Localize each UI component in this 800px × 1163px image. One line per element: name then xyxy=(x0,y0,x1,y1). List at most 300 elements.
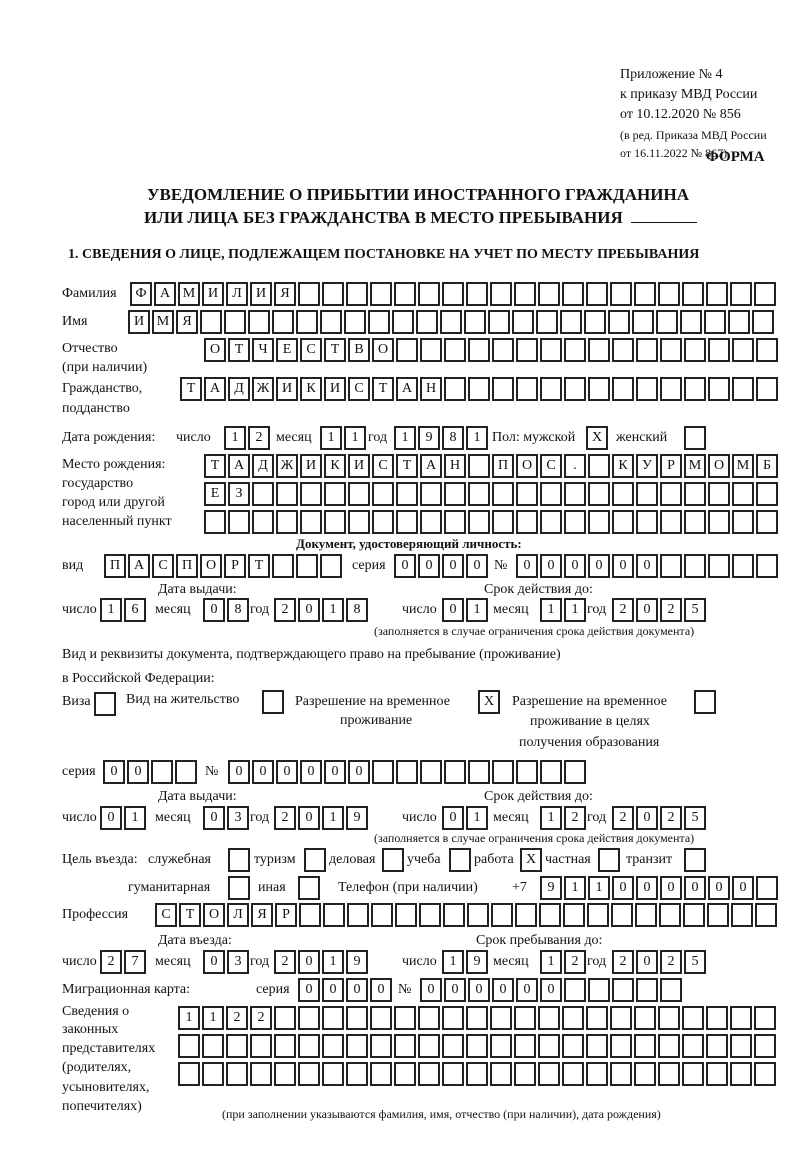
char-cell[interactable] xyxy=(659,903,681,927)
char-cell[interactable] xyxy=(708,377,730,401)
char-cell[interactable] xyxy=(562,1062,584,1086)
char-cell[interactable] xyxy=(276,482,298,506)
char-cell[interactable] xyxy=(202,1034,224,1058)
char-cell[interactable]: 0 xyxy=(466,554,488,578)
char-cell[interactable] xyxy=(178,1062,200,1086)
purpose-other-checkbox[interactable] xyxy=(298,876,322,900)
char-cell[interactable]: Я xyxy=(274,282,296,306)
char-cell[interactable]: 0 xyxy=(564,554,586,578)
char-cell[interactable]: 8 xyxy=(346,598,368,622)
char-cell[interactable]: 8 xyxy=(442,426,464,450)
char-cell[interactable] xyxy=(274,1006,296,1030)
char-cell[interactable]: 0 xyxy=(228,760,250,784)
char-cell[interactable]: 0 xyxy=(298,978,320,1002)
char-cell[interactable] xyxy=(346,1034,368,1058)
char-cell[interactable] xyxy=(538,1034,560,1058)
char-cell[interactable] xyxy=(516,760,538,784)
char-cell[interactable] xyxy=(324,482,346,506)
citizenship-field[interactable] xyxy=(180,377,780,401)
char-cell[interactable] xyxy=(516,338,538,362)
char-cell[interactable] xyxy=(320,310,342,334)
char-cell[interactable]: 0 xyxy=(442,598,464,622)
char-cell[interactable]: 2 xyxy=(612,598,634,622)
phone-field[interactable] xyxy=(540,876,780,900)
id-valid-day[interactable] xyxy=(442,598,490,622)
char-cell[interactable]: Р xyxy=(275,903,297,927)
char-cell[interactable] xyxy=(348,482,370,506)
char-cell[interactable]: 0 xyxy=(516,978,538,1002)
char-cell[interactable] xyxy=(200,310,222,334)
char-cell[interactable] xyxy=(704,310,726,334)
char-cell[interactable] xyxy=(418,1034,440,1058)
char-cell[interactable]: 0 xyxy=(298,598,320,622)
char-cell[interactable]: 1 xyxy=(322,598,344,622)
char-cell[interactable] xyxy=(296,310,318,334)
stay-valid-day[interactable] xyxy=(442,806,490,830)
char-cell[interactable]: 0 xyxy=(103,760,125,784)
char-cell[interactable] xyxy=(612,978,634,1002)
char-cell[interactable] xyxy=(226,1034,248,1058)
char-cell[interactable]: 0 xyxy=(394,554,416,578)
char-cell[interactable] xyxy=(658,282,680,306)
char-cell[interactable]: 0 xyxy=(276,760,298,784)
char-cell[interactable] xyxy=(660,510,682,534)
char-cell[interactable]: 2 xyxy=(612,950,634,974)
char-cell[interactable] xyxy=(442,1034,464,1058)
char-cell[interactable] xyxy=(226,1062,248,1086)
char-cell[interactable] xyxy=(492,338,514,362)
char-cell[interactable]: И xyxy=(276,377,298,401)
char-cell[interactable]: 2 xyxy=(100,950,122,974)
char-cell[interactable]: З xyxy=(228,482,250,506)
char-cell[interactable]: 7 xyxy=(124,950,146,974)
char-cell[interactable]: Е xyxy=(276,338,298,362)
char-cell[interactable] xyxy=(418,1006,440,1030)
char-cell[interactable] xyxy=(755,903,777,927)
char-cell[interactable]: 0 xyxy=(442,806,464,830)
representatives-row-1[interactable] xyxy=(178,1006,778,1030)
char-cell[interactable] xyxy=(562,1034,584,1058)
char-cell[interactable] xyxy=(610,1062,632,1086)
char-cell[interactable] xyxy=(634,1034,656,1058)
char-cell[interactable] xyxy=(416,310,438,334)
char-cell[interactable] xyxy=(178,1034,200,1058)
char-cell[interactable]: Ф xyxy=(130,282,152,306)
char-cell[interactable] xyxy=(490,1062,512,1086)
char-cell[interactable] xyxy=(322,1006,344,1030)
char-cell[interactable]: 9 xyxy=(466,950,488,974)
char-cell[interactable] xyxy=(396,482,418,506)
char-cell[interactable]: С xyxy=(155,903,177,927)
char-cell[interactable] xyxy=(370,1062,392,1086)
char-cell[interactable]: К xyxy=(300,377,322,401)
char-cell[interactable] xyxy=(372,760,394,784)
char-cell[interactable] xyxy=(468,760,490,784)
char-cell[interactable] xyxy=(368,310,390,334)
char-cell[interactable] xyxy=(752,310,774,334)
char-cell[interactable] xyxy=(274,1034,296,1058)
char-cell[interactable]: 1 xyxy=(540,806,562,830)
id-issue-month[interactable] xyxy=(203,598,251,622)
char-cell[interactable] xyxy=(684,377,706,401)
char-cell[interactable]: 1 xyxy=(442,950,464,974)
char-cell[interactable] xyxy=(588,482,610,506)
char-cell[interactable] xyxy=(514,1006,536,1030)
char-cell[interactable]: Л xyxy=(226,282,248,306)
char-cell[interactable] xyxy=(394,1006,416,1030)
char-cell[interactable]: 0 xyxy=(442,554,464,578)
char-cell[interactable]: 1 xyxy=(564,876,586,900)
char-cell[interactable] xyxy=(419,903,441,927)
char-cell[interactable] xyxy=(372,510,394,534)
char-cell[interactable] xyxy=(706,282,728,306)
char-cell[interactable] xyxy=(370,282,392,306)
stay-day[interactable] xyxy=(442,950,490,974)
stay-issue-year[interactable] xyxy=(274,806,370,830)
char-cell[interactable] xyxy=(610,1034,632,1058)
char-cell[interactable]: 0 xyxy=(588,554,610,578)
char-cell[interactable] xyxy=(611,903,633,927)
char-cell[interactable]: X xyxy=(586,426,608,450)
char-cell[interactable]: 2 xyxy=(564,950,586,974)
char-cell[interactable] xyxy=(515,903,537,927)
char-cell[interactable] xyxy=(684,482,706,506)
char-cell[interactable] xyxy=(395,903,417,927)
char-cell[interactable]: 0 xyxy=(540,978,562,1002)
char-cell[interactable]: 0 xyxy=(322,978,344,1002)
char-cell[interactable]: 2 xyxy=(660,806,682,830)
char-cell[interactable]: С xyxy=(372,454,394,478)
char-cell[interactable] xyxy=(224,310,246,334)
char-cell[interactable] xyxy=(635,903,657,927)
char-cell[interactable] xyxy=(396,338,418,362)
char-cell[interactable] xyxy=(516,482,538,506)
char-cell[interactable] xyxy=(756,377,778,401)
char-cell[interactable] xyxy=(468,510,490,534)
char-cell[interactable]: X xyxy=(520,848,542,872)
char-cell[interactable]: 0 xyxy=(346,978,368,1002)
residence-checkbox[interactable] xyxy=(262,690,286,714)
char-cell[interactable]: А xyxy=(396,377,418,401)
char-cell[interactable]: . xyxy=(564,454,586,478)
char-cell[interactable] xyxy=(442,1062,464,1086)
char-cell[interactable] xyxy=(320,554,342,578)
char-cell[interactable]: 1 xyxy=(466,426,488,450)
char-cell[interactable]: Р xyxy=(224,554,246,578)
char-cell[interactable] xyxy=(392,310,414,334)
char-cell[interactable] xyxy=(540,510,562,534)
char-cell[interactable] xyxy=(298,1062,320,1086)
char-cell[interactable]: 1 xyxy=(322,950,344,974)
char-cell[interactable] xyxy=(658,1006,680,1030)
char-cell[interactable]: Е xyxy=(204,482,226,506)
purpose-transit-checkbox[interactable] xyxy=(684,848,708,872)
char-cell[interactable]: 1 xyxy=(394,426,416,450)
char-cell[interactable] xyxy=(682,1062,704,1086)
char-cell[interactable]: Ч xyxy=(252,338,274,362)
char-cell[interactable] xyxy=(562,282,584,306)
char-cell[interactable] xyxy=(538,282,560,306)
char-cell[interactable] xyxy=(442,282,464,306)
char-cell[interactable]: 6 xyxy=(124,598,146,622)
char-cell[interactable]: 0 xyxy=(324,760,346,784)
char-cell[interactable]: 0 xyxy=(298,950,320,974)
char-cell[interactable] xyxy=(444,510,466,534)
char-cell[interactable] xyxy=(394,1062,416,1086)
char-cell[interactable] xyxy=(682,1006,704,1030)
char-cell[interactable] xyxy=(228,510,250,534)
char-cell[interactable]: Т xyxy=(228,338,250,362)
char-cell[interactable] xyxy=(370,1006,392,1030)
char-cell[interactable] xyxy=(584,310,606,334)
char-cell[interactable]: И xyxy=(128,310,150,334)
migration-number-field[interactable] xyxy=(420,978,684,1002)
char-cell[interactable] xyxy=(514,1062,536,1086)
char-cell[interactable] xyxy=(586,1062,608,1086)
char-cell[interactable] xyxy=(466,1006,488,1030)
char-cell[interactable]: А xyxy=(154,282,176,306)
char-cell[interactable]: А xyxy=(204,377,226,401)
stay-issue-day[interactable] xyxy=(100,806,148,830)
char-cell[interactable] xyxy=(540,338,562,362)
char-cell[interactable] xyxy=(418,1062,440,1086)
char-cell[interactable]: Н xyxy=(444,454,466,478)
char-cell[interactable] xyxy=(732,377,754,401)
char-cell[interactable]: 2 xyxy=(248,426,270,450)
char-cell[interactable]: В xyxy=(348,338,370,362)
char-cell[interactable] xyxy=(588,338,610,362)
char-cell[interactable] xyxy=(276,510,298,534)
char-cell[interactable] xyxy=(420,510,442,534)
char-cell[interactable] xyxy=(684,510,706,534)
char-cell[interactable]: 1 xyxy=(466,806,488,830)
char-cell[interactable]: М xyxy=(732,454,754,478)
char-cell[interactable] xyxy=(370,1034,392,1058)
char-cell[interactable]: 1 xyxy=(124,806,146,830)
char-cell[interactable]: 0 xyxy=(636,554,658,578)
char-cell[interactable] xyxy=(694,690,716,714)
char-cell[interactable]: 1 xyxy=(100,598,122,622)
char-cell[interactable] xyxy=(728,310,750,334)
char-cell[interactable] xyxy=(372,482,394,506)
char-cell[interactable]: И xyxy=(250,282,272,306)
char-cell[interactable] xyxy=(444,338,466,362)
char-cell[interactable]: Т xyxy=(180,377,202,401)
char-cell[interactable]: 0 xyxy=(684,876,706,900)
char-cell[interactable] xyxy=(420,482,442,506)
char-cell[interactable] xyxy=(634,1006,656,1030)
char-cell[interactable] xyxy=(587,903,609,927)
char-cell[interactable] xyxy=(323,903,345,927)
char-cell[interactable]: 0 xyxy=(612,554,634,578)
char-cell[interactable] xyxy=(636,482,658,506)
char-cell[interactable] xyxy=(202,1062,224,1086)
char-cell[interactable] xyxy=(540,760,562,784)
char-cell[interactable]: А xyxy=(128,554,150,578)
char-cell[interactable] xyxy=(516,510,538,534)
char-cell[interactable]: А xyxy=(420,454,442,478)
char-cell[interactable]: Я xyxy=(176,310,198,334)
purpose-humanitarian-checkbox[interactable] xyxy=(228,876,252,900)
char-cell[interactable] xyxy=(682,282,704,306)
char-cell[interactable] xyxy=(563,903,585,927)
char-cell[interactable]: Т xyxy=(396,454,418,478)
char-cell[interactable] xyxy=(538,1006,560,1030)
char-cell[interactable] xyxy=(468,338,490,362)
stay-issue-month[interactable] xyxy=(203,806,251,830)
birth-place-row-2[interactable] xyxy=(204,482,780,506)
purpose-private-checkbox[interactable] xyxy=(598,848,622,872)
char-cell[interactable]: 1 xyxy=(588,876,610,900)
char-cell[interactable] xyxy=(680,310,702,334)
char-cell[interactable]: 9 xyxy=(540,876,562,900)
char-cell[interactable]: 0 xyxy=(100,806,122,830)
char-cell[interactable] xyxy=(492,760,514,784)
char-cell[interactable] xyxy=(730,282,752,306)
char-cell[interactable] xyxy=(492,377,514,401)
char-cell[interactable] xyxy=(636,377,658,401)
char-cell[interactable]: У xyxy=(636,454,658,478)
char-cell[interactable] xyxy=(732,554,754,578)
char-cell[interactable] xyxy=(684,338,706,362)
char-cell[interactable] xyxy=(464,310,486,334)
char-cell[interactable] xyxy=(396,760,418,784)
char-cell[interactable] xyxy=(440,310,462,334)
char-cell[interactable] xyxy=(610,282,632,306)
char-cell[interactable] xyxy=(636,338,658,362)
id-issue-day[interactable] xyxy=(100,598,148,622)
char-cell[interactable]: Т xyxy=(204,454,226,478)
stay-series-field[interactable] xyxy=(103,760,199,784)
char-cell[interactable] xyxy=(491,903,513,927)
char-cell[interactable]: И xyxy=(300,454,322,478)
sex-male-checkbox[interactable] xyxy=(586,426,610,450)
char-cell[interactable] xyxy=(418,282,440,306)
char-cell[interactable]: П xyxy=(104,554,126,578)
char-cell[interactable] xyxy=(516,377,538,401)
char-cell[interactable]: 9 xyxy=(346,950,368,974)
char-cell[interactable] xyxy=(296,554,318,578)
char-cell[interactable] xyxy=(298,1034,320,1058)
id-valid-month[interactable] xyxy=(540,598,588,622)
char-cell[interactable]: 0 xyxy=(636,806,658,830)
char-cell[interactable]: П xyxy=(176,554,198,578)
stay-year[interactable] xyxy=(612,950,708,974)
char-cell[interactable] xyxy=(684,554,706,578)
char-cell[interactable] xyxy=(684,426,706,450)
id-number-field[interactable] xyxy=(516,554,780,578)
char-cell[interactable] xyxy=(228,876,250,900)
char-cell[interactable]: К xyxy=(612,454,634,478)
entry-day[interactable] xyxy=(100,950,148,974)
purpose-official-checkbox[interactable] xyxy=(228,848,252,872)
char-cell[interactable]: 0 xyxy=(636,950,658,974)
char-cell[interactable]: 0 xyxy=(468,978,490,1002)
char-cell[interactable]: О xyxy=(372,338,394,362)
char-cell[interactable] xyxy=(322,282,344,306)
char-cell[interactable]: М xyxy=(152,310,174,334)
char-cell[interactable]: 0 xyxy=(420,978,442,1002)
char-cell[interactable] xyxy=(730,1034,752,1058)
char-cell[interactable] xyxy=(564,760,586,784)
birth-month-field[interactable] xyxy=(320,426,368,450)
char-cell[interactable]: 2 xyxy=(250,1006,272,1030)
char-cell[interactable] xyxy=(514,1034,536,1058)
char-cell[interactable]: С xyxy=(300,338,322,362)
char-cell[interactable]: О xyxy=(708,454,730,478)
char-cell[interactable]: 5 xyxy=(684,950,706,974)
char-cell[interactable]: Т xyxy=(179,903,201,927)
char-cell[interactable]: 9 xyxy=(346,806,368,830)
char-cell[interactable]: 0 xyxy=(540,554,562,578)
char-cell[interactable] xyxy=(608,310,630,334)
char-cell[interactable] xyxy=(660,978,682,1002)
char-cell[interactable] xyxy=(708,482,730,506)
char-cell[interactable]: С xyxy=(348,377,370,401)
char-cell[interactable] xyxy=(151,760,173,784)
char-cell[interactable] xyxy=(586,1006,608,1030)
char-cell[interactable]: 0 xyxy=(492,978,514,1002)
char-cell[interactable] xyxy=(396,510,418,534)
char-cell[interactable] xyxy=(612,482,634,506)
representatives-row-3[interactable] xyxy=(178,1062,778,1086)
char-cell[interactable]: М xyxy=(684,454,706,478)
char-cell[interactable] xyxy=(682,1034,704,1058)
char-cell[interactable]: П xyxy=(492,454,514,478)
char-cell[interactable] xyxy=(588,510,610,534)
char-cell[interactable] xyxy=(708,554,730,578)
char-cell[interactable] xyxy=(272,310,294,334)
char-cell[interactable]: 2 xyxy=(564,806,586,830)
char-cell[interactable]: 0 xyxy=(444,978,466,1002)
char-cell[interactable]: 0 xyxy=(300,760,322,784)
id-series-field[interactable] xyxy=(394,554,490,578)
char-cell[interactable] xyxy=(536,310,558,334)
char-cell[interactable] xyxy=(348,510,370,534)
surname-field[interactable] xyxy=(130,282,778,306)
char-cell[interactable]: 1 xyxy=(320,426,342,450)
char-cell[interactable] xyxy=(730,1006,752,1030)
char-cell[interactable] xyxy=(586,1034,608,1058)
char-cell[interactable] xyxy=(449,848,471,872)
char-cell[interactable] xyxy=(299,903,321,927)
char-cell[interactable]: 1 xyxy=(540,950,562,974)
char-cell[interactable] xyxy=(252,510,274,534)
char-cell[interactable] xyxy=(656,310,678,334)
temp-residence-checkbox[interactable] xyxy=(478,690,502,714)
char-cell[interactable]: 0 xyxy=(203,950,225,974)
char-cell[interactable]: 0 xyxy=(516,554,538,578)
char-cell[interactable] xyxy=(248,310,270,334)
char-cell[interactable] xyxy=(490,282,512,306)
char-cell[interactable]: 0 xyxy=(708,876,730,900)
char-cell[interactable] xyxy=(658,1062,680,1086)
char-cell[interactable] xyxy=(540,377,562,401)
char-cell[interactable]: О xyxy=(204,338,226,362)
char-cell[interactable] xyxy=(394,282,416,306)
char-cell[interactable] xyxy=(466,1062,488,1086)
char-cell[interactable] xyxy=(490,1006,512,1030)
char-cell[interactable] xyxy=(660,338,682,362)
char-cell[interactable] xyxy=(492,482,514,506)
char-cell[interactable] xyxy=(636,978,658,1002)
char-cell[interactable] xyxy=(660,554,682,578)
char-cell[interactable] xyxy=(730,1062,752,1086)
char-cell[interactable] xyxy=(252,482,274,506)
char-cell[interactable]: 0 xyxy=(127,760,149,784)
char-cell[interactable] xyxy=(754,1034,776,1058)
char-cell[interactable]: 2 xyxy=(274,806,296,830)
